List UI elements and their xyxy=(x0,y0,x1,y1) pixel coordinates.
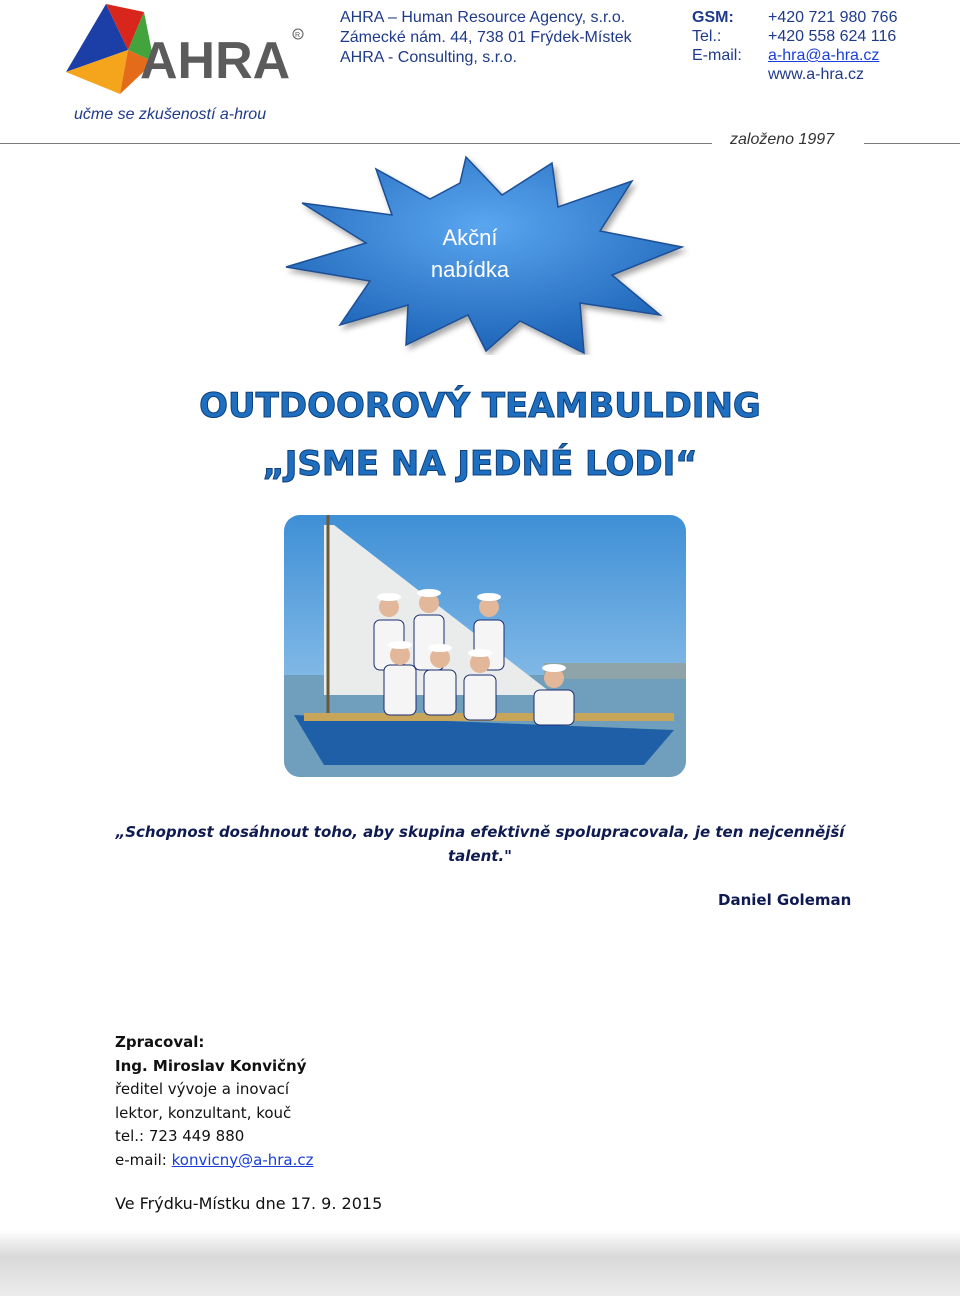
ahra-logo xyxy=(58,2,308,98)
email-label: E-mail: xyxy=(692,47,742,64)
contact-block xyxy=(692,8,898,84)
email-link[interactable]: a-hra@a-hra.cz xyxy=(768,47,880,64)
website-text: www.a-hra.cz xyxy=(768,66,865,83)
gsm-value: +420 721 980 766 xyxy=(768,9,898,26)
header-divider-right xyxy=(864,143,960,144)
team-photo-illustration xyxy=(284,515,686,777)
prepared-by-block xyxy=(115,1031,313,1172)
svg-text:R: R xyxy=(295,32,301,39)
author-email-label: e-mail: xyxy=(115,1150,172,1169)
company-address xyxy=(340,8,632,68)
header-divider-left xyxy=(0,143,712,144)
main-title: OUTDOOROVÝ TEAMBULDING xyxy=(199,386,761,426)
logo-wordmark: AHRA xyxy=(140,32,291,90)
author-email-link[interactable]: konvicny@a-hra.cz xyxy=(171,1150,314,1169)
author-role-1: ředitel vývoje a inovací xyxy=(115,1080,290,1098)
founded-year: založeno 1997 xyxy=(730,131,835,148)
action-offer-line-1: Akční xyxy=(442,225,498,250)
author-role-2: lektor, konzultant, kouč xyxy=(115,1103,292,1122)
company-line-2: Zámecké nám. 44, 738 01 Frýdek-Místek xyxy=(340,29,632,46)
gsm-label: GSM: xyxy=(692,9,734,26)
quote-author: Daniel Goleman xyxy=(718,891,852,909)
team-photo xyxy=(284,515,686,777)
subtitle: „JSME NA JEDNÉ LODI“ xyxy=(262,444,698,484)
prepared-by-label: Zpracoval: xyxy=(115,1033,205,1051)
footer-bar xyxy=(0,1230,960,1296)
quote-text: „Schopnost dosáhnout toho, aby skupina efektivně spolupracovala, je ten nejcennější talent." xyxy=(115,823,845,865)
action-offer-line-2: nabídka xyxy=(430,257,510,282)
action-offer-text xyxy=(385,222,555,286)
tel-label: Tel.: xyxy=(692,28,722,45)
company-line-3: AHRA - Consulting, s.r.o. xyxy=(340,49,517,66)
tel-value: +420 558 624 116 xyxy=(768,28,897,45)
author-phone: tel.: 723 449 880 xyxy=(115,1127,245,1145)
author-name: Ing. Miroslav Konvičný xyxy=(115,1056,307,1075)
place-and-date: Ve Frýdku-Místku dne 17. 9. 2015 xyxy=(115,1194,383,1213)
motto: učme se zkušeností a-hrou xyxy=(74,106,267,123)
company-line-1: AHRA – Human Resource Agency, s.r.o. xyxy=(340,9,626,26)
